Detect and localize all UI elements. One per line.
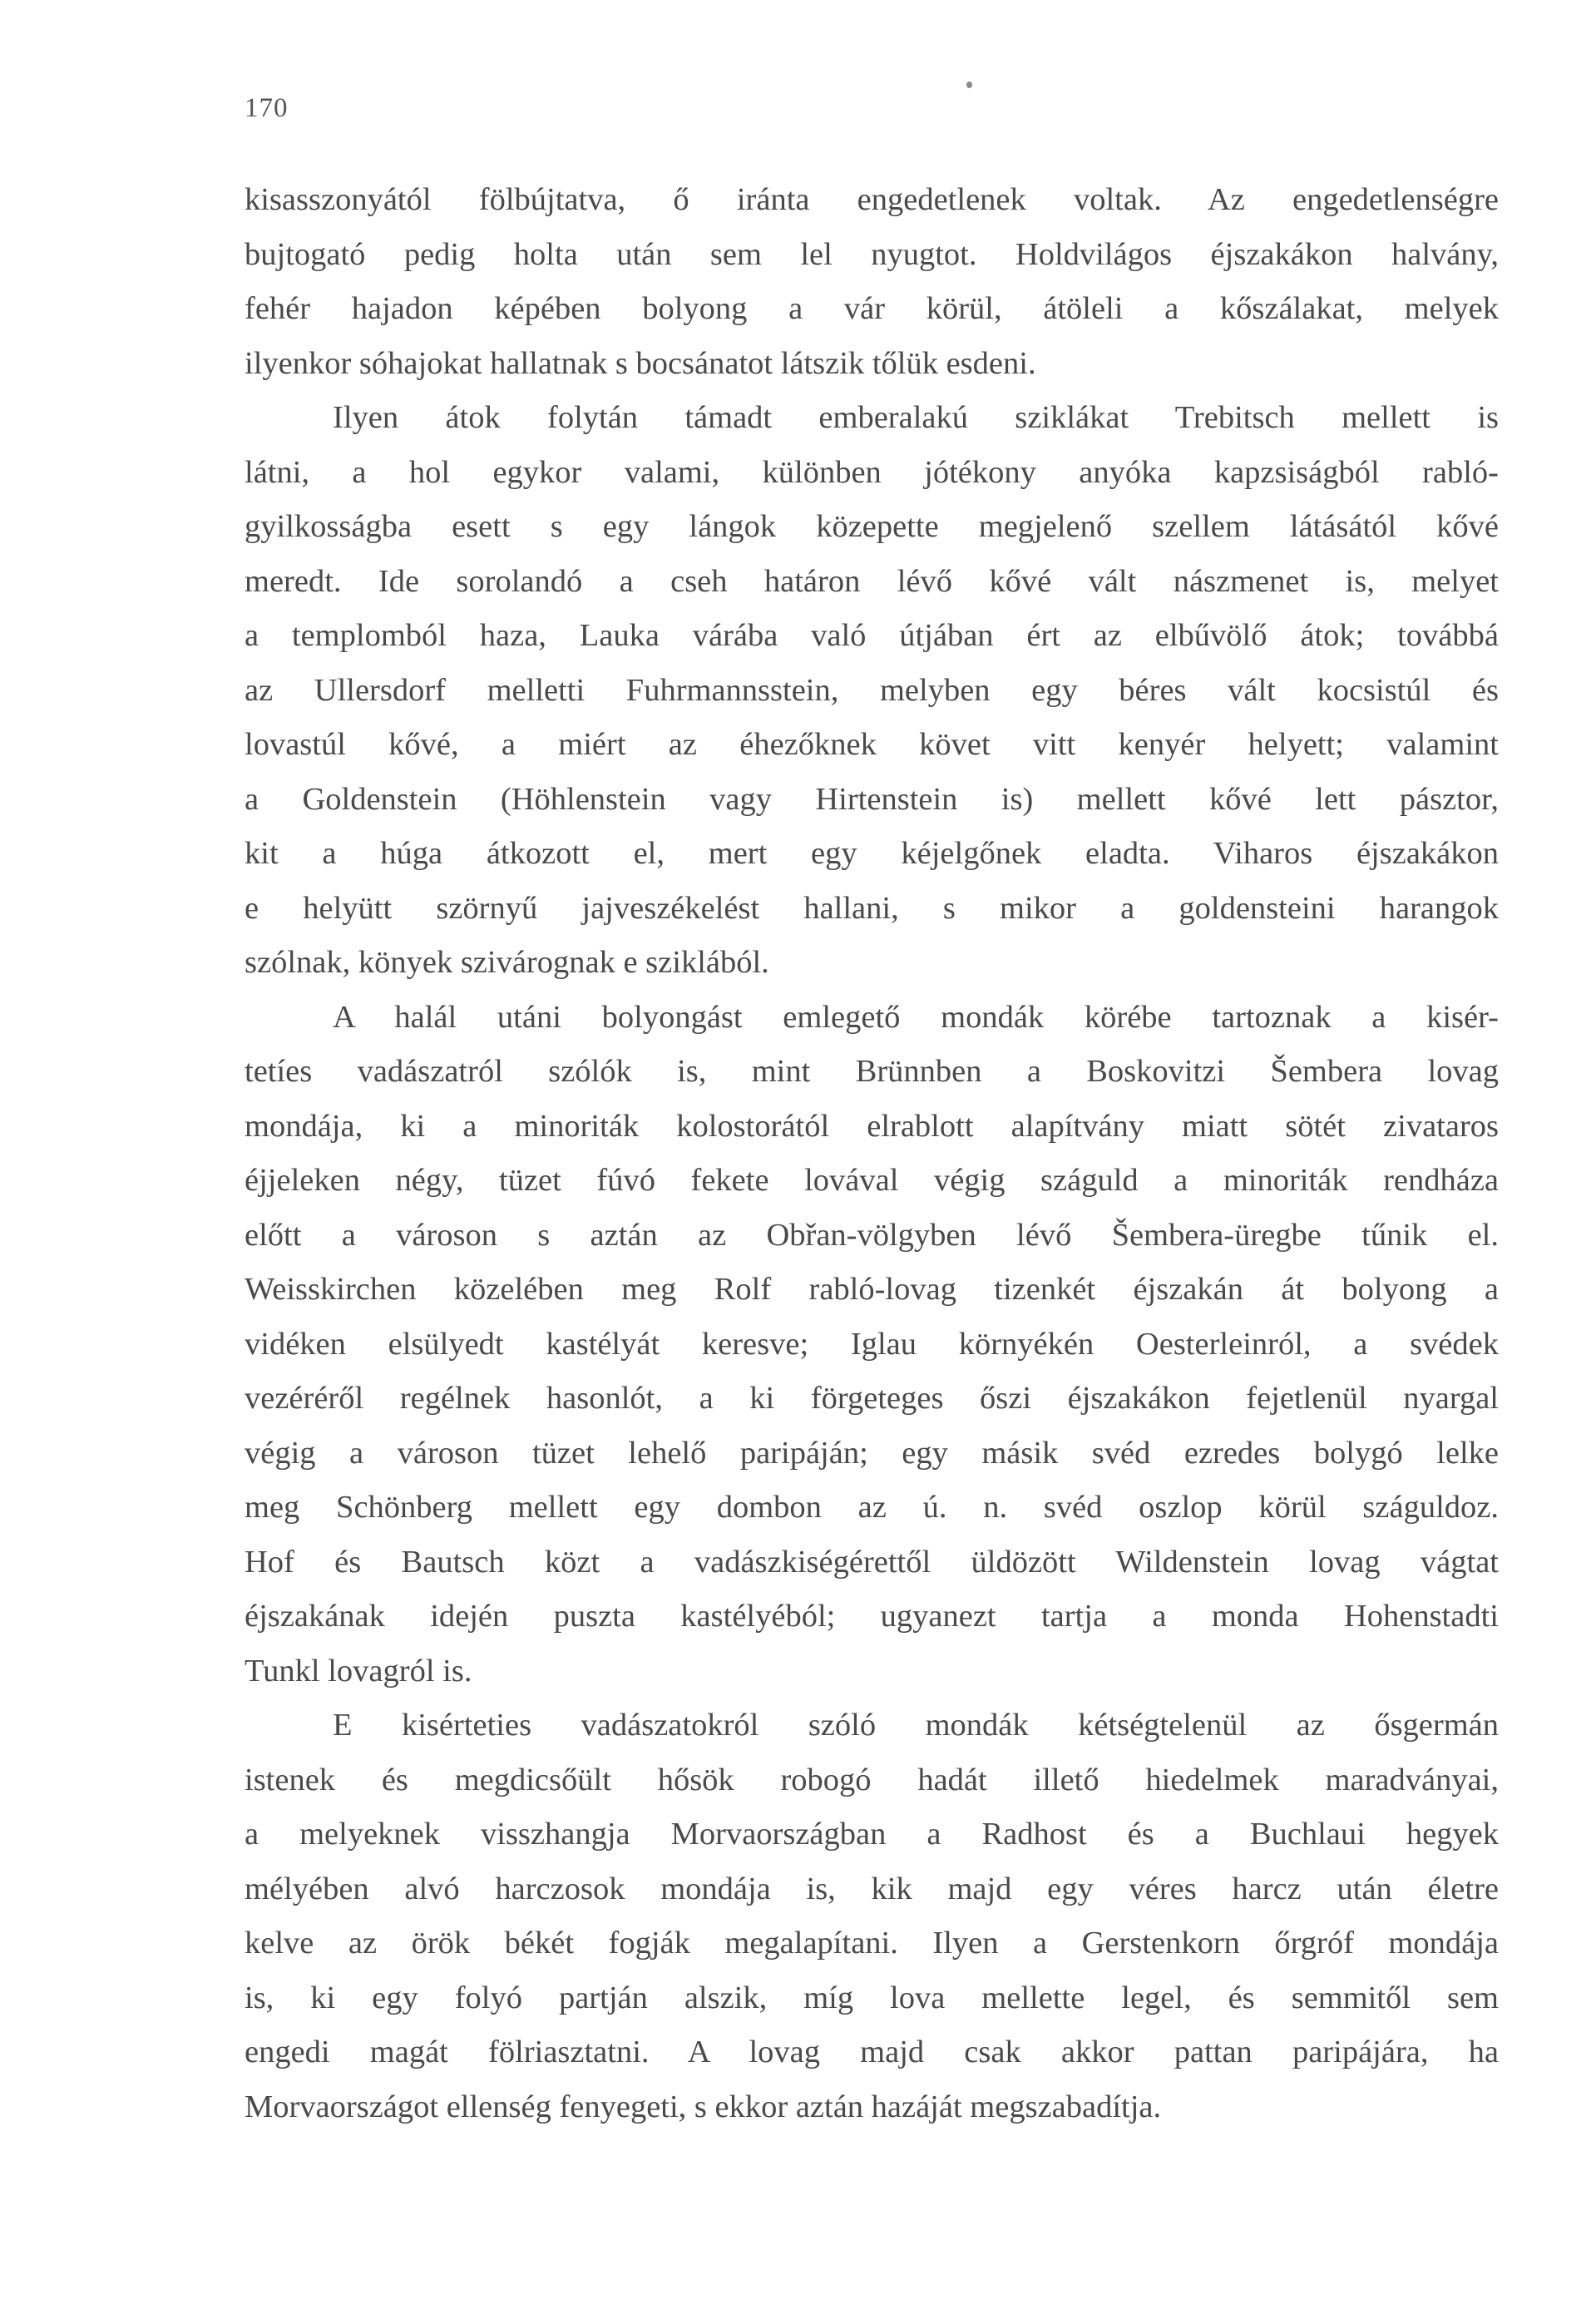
text-line: látni, a hol egykor valami, különben jótékony anyóka kapzsiságból rabló- [245,454,1499,490]
text-line: a melyeknek visszhangja Morvaországban a Radhost és a Buchlaui hegyek [245,1817,1499,1852]
text-line: Hof és Bautsch közt a vadászkiségérettől üldözött Wildenstein lovag vágtat [245,1544,1499,1580]
text-line: is, ki egy folyó partján alszik, míg lova mellette legel, és semmitől sem [245,1980,1499,2015]
text-line: fehér hajadon képében bolyong a vár körül, átöleli a kőszálakat, melyek [245,291,1499,326]
text-line: Morvaországot ellenség fenyegeti, s ekkor aztán hazáját megszabadítja. [245,2089,1162,2124]
text-line: szólnak, könyek szivárognak e sziklából. [245,945,769,980]
text-line: előtt a városon s aztán az Obřan-völgyben lévő Šembera-üregbe tűnik el. [245,1217,1499,1253]
text-line: a Goldenstein (Höhlenstein vagy Hirtenstein is) mellett kővé lett pásztor, [245,781,1499,817]
text-line: Weisskirchen közelében meg Rolf rabló-lovag tizenkét éjszakán át bolyong a [245,1272,1499,1307]
text-line: vezéréről regélnek hasonlót, a ki förgeteges őszi éjszakákon fejetlenül nyargal [245,1381,1499,1416]
text-line: istenek és megdicsőült hősök robogó hadát illető hiedelmek maradványai, [245,1762,1499,1797]
text-line: mondája, ki a minoriták kolostorától elrablott alapítvány miatt sötét zivataros [245,1108,1499,1144]
print-speck [966,82,972,88]
text-line: meg Schönberg mellett egy dombon az ú. n. svéd oszlop körül száguldoz. [245,1490,1499,1525]
text-line: engedi magát fölriasztatni. A lovag majd csak akkor pattan paripájára, ha [245,2035,1499,2069]
paragraph-start-line: E kisérteties vadászatokról szóló mondák kétségtelenül az ősgermán [333,1708,1499,1743]
text-line: meredt. Ide sorolandó a cseh határon lévő kővé vált nászmenet is, melyet [245,563,1499,599]
paragraph-start-line: Ilyen átok folytán támadt emberalakú sziklákat Trebitsch mellett is [333,400,1499,435]
text-line: ilyenkor sóhajokat hallatnak s bocsánatot látszik tőlük esdeni. [245,345,1036,381]
body-text [245,173,1499,2134]
text-line: e helyütt szörnyű jajveszékelést hallani, s mikor a goldensteini harangok [245,890,1499,926]
text-line: kisasszonyától fölbújtatva, ő iránta engedetlenek voltak. Az engedetlenségre [245,182,1499,217]
text-line: végig a városon tüzet lehelő paripáján; egy másik svéd ezredes bolygó lelke [245,1435,1499,1471]
text-line: tetíes vadászatról szólók is, mint Brünnben a Boskovitzi Šembera lovag [245,1054,1499,1089]
text-line: lovastúl kővé, a miért az éhezőknek követ vitt kenyér helyett; valamint [245,727,1499,762]
text-line: a templomból haza, Lauka várába való útjában ért az elbűvölő átok; továbbá [245,618,1499,653]
text-line: mélyében alvó harczosok mondája is, kik majd egy véres harcz után életre [245,1871,1499,1906]
text-line: bujtogató pedig holta után sem lel nyugtot. Holdvilágos éjszakákon halvány, [245,236,1499,272]
text-line: kit a húga átkozott el, mert egy kéjelgőnek eladta. Viharos éjszakákon [245,836,1499,871]
page-number: 170 [245,93,289,123]
text-line: az Ullersdorf melletti Fuhrmannsstein, melyben egy béres vált kocsistúl és [245,672,1499,708]
text-line: Tunkl lovagról is. [245,1653,472,1689]
text-line: éjszakának idején puszta kastélyéból; ugyanezt tartja a monda Hohenstadti [245,1599,1499,1634]
text-line: gyilkosságba esett s egy lángok közepette megjelenő szellem látásától kővé [245,509,1499,544]
paragraph-start-line: A halál utáni bolyongást emlegető mondák körébe tartoznak a kisér- [333,999,1499,1035]
text-line: vidéken elsülyedt kastélyát keresve; Iglau környékén Oesterleinról, a svédek [245,1326,1499,1362]
text-line: kelve az örök békét fogják megalapítani. Ilyen a Gerstenkorn őrgróf mondája [245,1926,1499,1961]
text-line: éjjeleken négy, tüzet fúvó fekete lovával végig száguld a minoriták rendháza [245,1163,1499,1198]
